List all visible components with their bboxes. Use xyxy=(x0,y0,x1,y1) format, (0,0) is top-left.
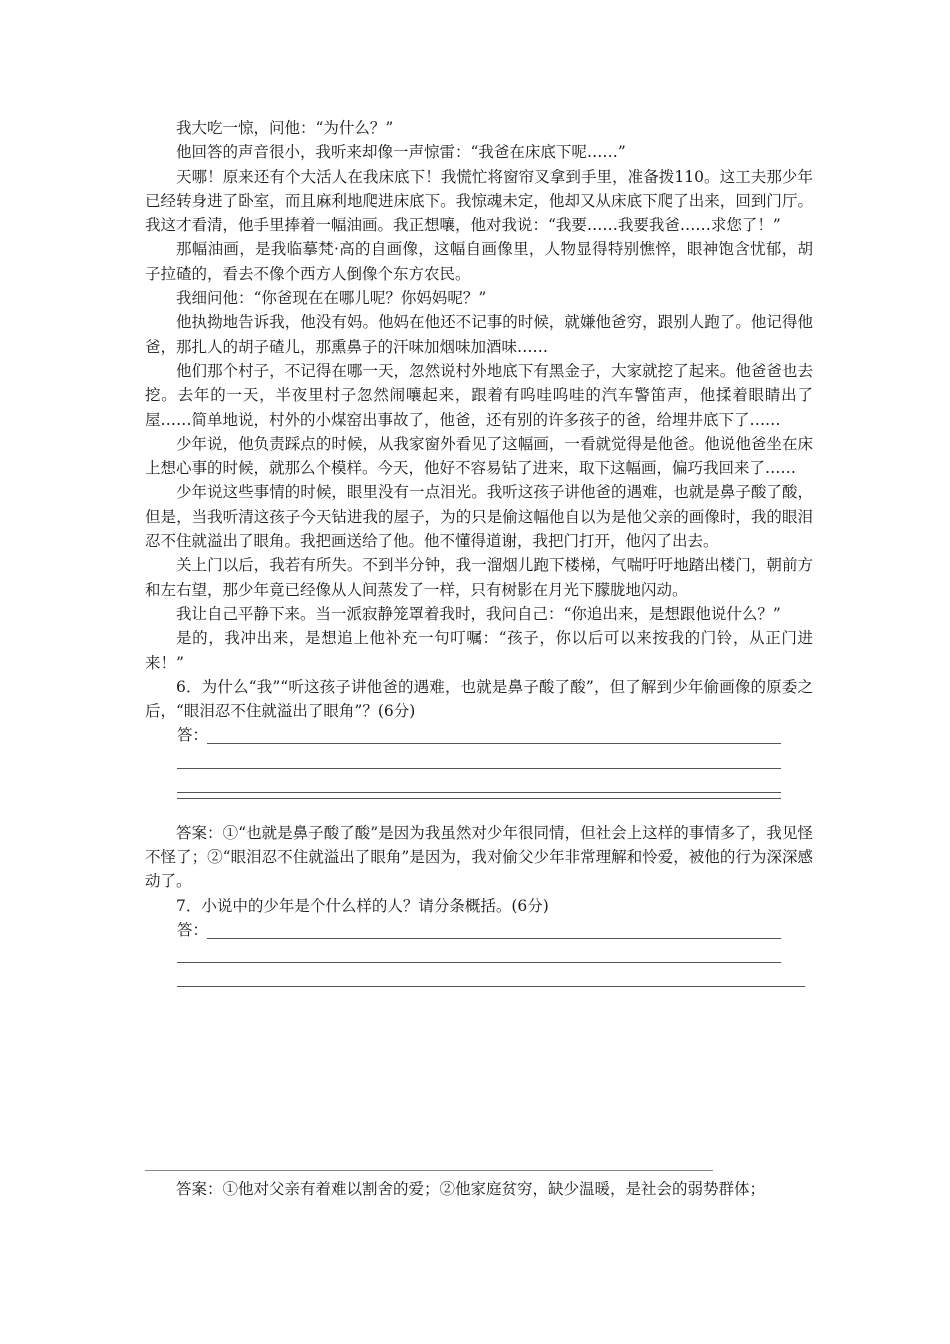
answer-q6: 答案：①“也就是鼻子酸了酸”是因为我虽然对少年很同情，但社会上这样的事情多了，我见怪不怪了；②“眼泪忍不住就溢出了眼角”是因为，我对偷父少年非常理解和怜爱，被他的行为深深感动了。 xyxy=(145,823,813,891)
passage-paragraph: 他执拗地告诉我，他没有妈。他妈在他还不记事的时候，就嫌他爸穷，跟别人跑了。他记得他爸，那扎人的胡子碴儿，那熏鼻子的汗味加烟味加酒味…… xyxy=(145,313,813,356)
answer-blank-row xyxy=(145,772,813,796)
answer-blank-row xyxy=(145,942,813,966)
answer-line[interactable] xyxy=(177,792,781,793)
passage-paragraph: 我大吃一惊，问他：“为什么？” xyxy=(176,119,394,137)
answer-line[interactable] xyxy=(177,768,781,769)
answer-label: 答： xyxy=(177,726,209,745)
passage-paragraph: 我让自己平静下来。当一派寂静笼罩着我时，我问自己：“你追出来，是想跟他说什么？” xyxy=(176,604,781,623)
passage-paragraph: 天哪！原来还有个大活人在我床底下！我慌忙将窗帘叉拿到手里，准备拨110。这工夫那少年已经转身进了卧室，而且麻利地爬进床底下。我惊魂未定，他却又从床底下爬了出来，回到门厅。我这才看清，他手里捧着一幅油画。我正想嚷，他对我说：“我要……我要我爸……求您了！” xyxy=(145,167,813,235)
section-divider xyxy=(145,1170,713,1171)
passage-paragraph: 他回答的声音很小，我听来却像一声惊雷：“我爸在床底下呢……” xyxy=(176,143,626,162)
passage-paragraph: 是的，我冲出来，是想追上他补充一句叮嘱：“孩子，你以后可以来按我的门铃，从正门进来！” xyxy=(145,629,813,672)
answer-line[interactable] xyxy=(207,743,781,744)
answer-area-q7 xyxy=(145,918,813,942)
answer-q7: 答案：①他对父亲有着难以割舍的爱；②他家庭贫穷，缺少温暖，是社会的弱势群体； xyxy=(176,1180,766,1198)
question-6: 6．为什么“我”“听这孩子讲他爸的遇难，也就是鼻子酸了酸”，但了解到少年偷画像的原委之后，“眼泪忍不住就溢出了眼角”？(6分) xyxy=(145,677,813,721)
answer-area-q6 xyxy=(145,723,813,747)
passage-paragraph: 我细问他：“你爸现在在哪儿呢？你妈妈呢？” xyxy=(176,289,487,308)
passage-paragraph: 少年说这些事情的时候，眼里没有一点泪光。我听这孩子讲他爸的遇难，也就是鼻子酸了酸，但是，当我听清这孩子今天钻进我的屋子，为的只是偷这幅他自以为是他父亲的画像时，我的眼泪忍不住就溢出了眼角。我把画送给了他。他不懂得道谢，我把门打开，他闪了出去。 xyxy=(145,483,813,551)
answer-blank-row xyxy=(145,796,813,820)
answer-label: 答： xyxy=(177,920,209,939)
document-body xyxy=(145,116,813,991)
answer-blank-row xyxy=(145,966,813,990)
passage-paragraph: 少年说，他负责踩点的时候，从我家窗外看见了这幅画，一看就觉得是他爸。他说他爸坐在床上想心事的时候，就那么个模样。今天，他好不容易钻了进来，取下这幅画，偏巧我回来了…… xyxy=(145,434,813,478)
passage-paragraph: 关上门以后，我若有所失。不到半分钟，我一溜烟儿跑下楼梯，气喘吁吁地踏出楼门，朝前方和左右望，那少年竟已经像从人间蒸发了一样，只有树影在月光下朦胧地闪动。 xyxy=(145,556,813,599)
question-7: 7．小说中的少年是个什么样的人？请分条概括。(6分) xyxy=(176,896,549,915)
answer-blank-row xyxy=(145,748,813,772)
answer-line[interactable] xyxy=(207,938,781,939)
passage-paragraph: 那幅油画，是我临摹梵·高的自画像，这幅自画像里，人物显得特别憔悴，眼神饱含忧郁，胡子拉碴的，看去不像个西方人倒像个东方农民。 xyxy=(145,240,813,283)
answer-line[interactable] xyxy=(177,798,781,799)
answer-line[interactable] xyxy=(177,962,781,963)
answer-line[interactable] xyxy=(177,986,805,987)
passage-paragraph: 他们那个村子，不记得在哪一天，忽然说村外地底下有黑金子，大家就挖了起来。他爸爸也去挖。去年的一天，半夜里村子忽然闹嚷起来，跟着有呜哇呜哇的汽车警笛声，他揉着眼睛出了屋……简单地说，村外的小煤窑出事故了，他爸，还有别的许多孩子的爸，给埋井底下了…… xyxy=(145,361,813,429)
